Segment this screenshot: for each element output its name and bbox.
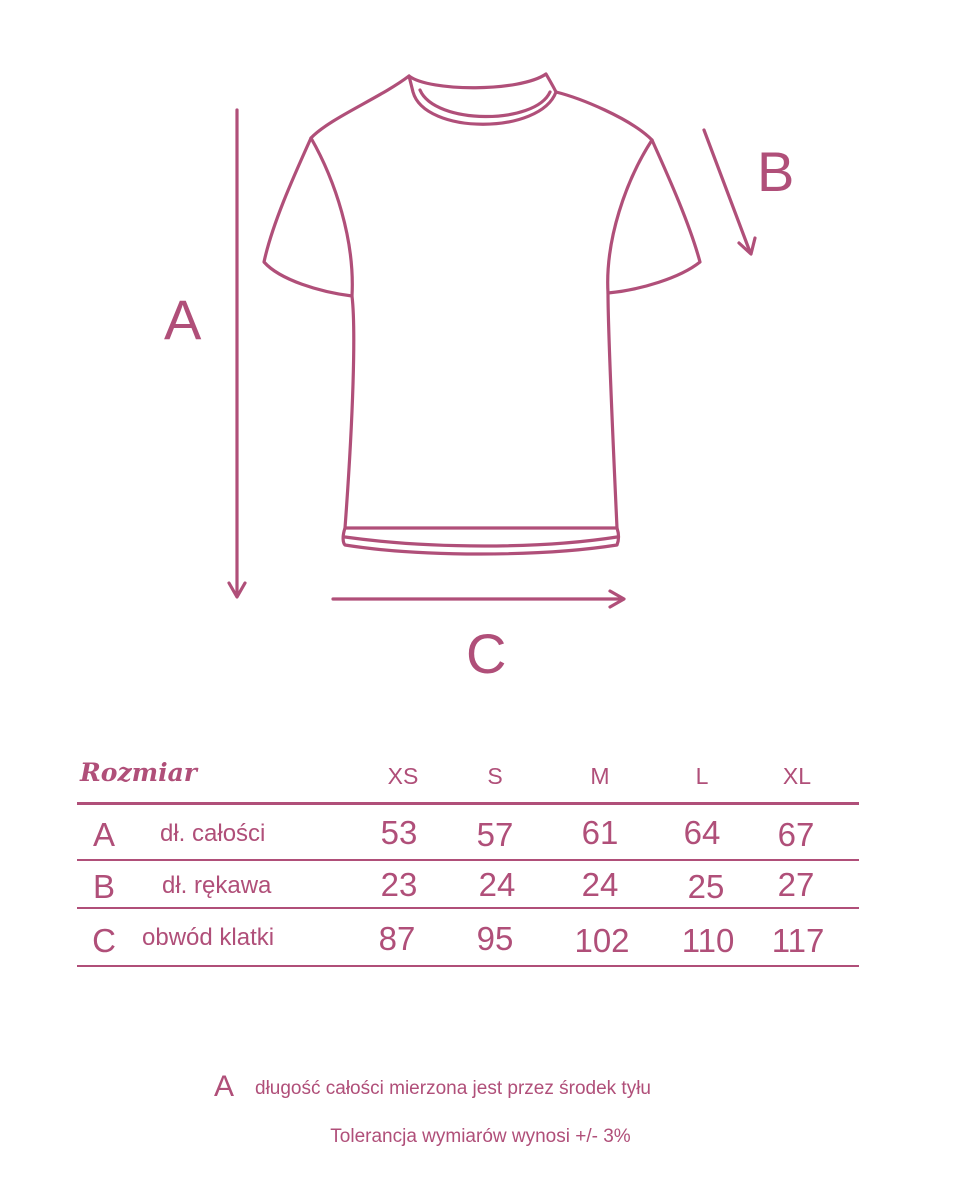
table-header-rule (77, 802, 859, 805)
row-c-value-l: 110 (681, 922, 735, 959)
row-a-value-xl: 67 (777, 816, 815, 853)
tshirt-outline (264, 74, 700, 554)
row-b-value-l: 25 (687, 868, 725, 905)
row-a-value-l: 64 (683, 814, 721, 851)
size-header-xl: XL (782, 763, 812, 789)
row-a-value-m: 61 (581, 814, 619, 851)
arrow-b (704, 130, 755, 254)
note-letter-a: A (214, 1070, 235, 1103)
row-a-name: dł. całości (160, 820, 266, 847)
table-row-rule (77, 859, 859, 861)
row-b-value-xl: 27 (777, 866, 815, 903)
table-title: Rozmiar (80, 758, 197, 787)
row-c-value-xl: 117 (771, 922, 825, 959)
row-c-name: obwód klatki (142, 924, 275, 951)
row-b-value-m: 24 (581, 866, 619, 903)
row-b-value-xs: 23 (380, 866, 418, 903)
arrow-a (229, 110, 245, 597)
size-header-xs: XS (387, 763, 419, 789)
size-header-s: S (487, 763, 503, 789)
arrow-c (333, 591, 624, 607)
row-b-letter: B (92, 868, 115, 905)
row-c-value-m: 102 (574, 922, 630, 959)
diagram-label-b: B (757, 140, 795, 203)
table-bottom-rule (77, 965, 859, 967)
tolerance-note: Tolerancja wymiarów wynosi +/- 3% (330, 1126, 631, 1147)
row-b-value-s: 24 (478, 866, 516, 903)
size-header-l: L (695, 763, 709, 789)
note-text: długość całości mierzona jest przez środek tyłu (255, 1078, 652, 1099)
row-a-letter: A (92, 816, 115, 853)
diagram-label-c: C (466, 622, 507, 685)
diagram-label-a: A (164, 288, 202, 351)
row-c-letter: C (92, 922, 116, 959)
size-header-m: M (590, 763, 610, 789)
row-c-value-xs: 87 (378, 920, 416, 957)
row-c-value-s: 95 (476, 920, 514, 957)
row-a-value-s: 57 (476, 816, 514, 853)
row-a-value-xs: 53 (380, 814, 418, 851)
row-b-name: dł. rękawa (162, 872, 272, 899)
table-row-rule (77, 907, 859, 909)
